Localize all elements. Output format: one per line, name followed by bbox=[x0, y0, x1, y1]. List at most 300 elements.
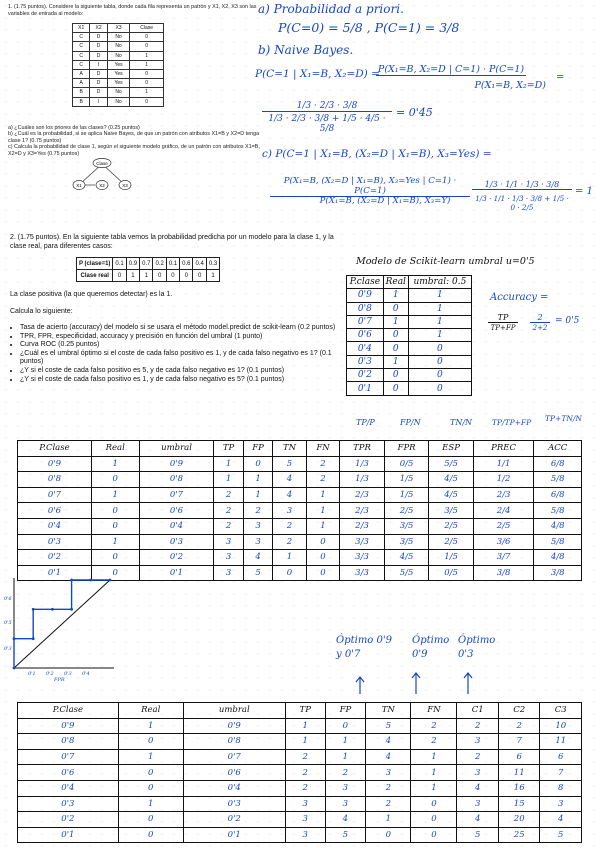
threshold-table-cell: 3 bbox=[243, 518, 273, 534]
threshold-table-cell: 2/3 bbox=[340, 487, 384, 503]
ratio-esp: TN/N bbox=[450, 418, 473, 427]
threshold-table-cell: 3/6 bbox=[473, 534, 534, 550]
ratio-tpr: TP/P bbox=[356, 418, 375, 427]
threshold-table-header-cell: TN bbox=[273, 441, 306, 457]
sorted-table-cell: 0'7 bbox=[347, 315, 384, 328]
q1-table-cell: Yes bbox=[107, 69, 129, 78]
cost-table-cell: 0 bbox=[411, 812, 457, 828]
sorted-table-header-cell: Real bbox=[383, 276, 408, 289]
roc-point bbox=[32, 637, 35, 640]
threshold-table-cell: 3/8 bbox=[473, 565, 534, 581]
cost-table-cell: 15 bbox=[498, 796, 539, 812]
threshold-table-cell: 0'1 bbox=[139, 565, 214, 581]
threshold-table-cell: 1/3 bbox=[340, 472, 384, 488]
threshold-table-cell: 0 bbox=[91, 518, 139, 534]
notes-b-num: P(X₁=B, X₂=D | C=1) · P(C=1) bbox=[377, 64, 525, 75]
threshold-table-header-cell: ACC bbox=[534, 441, 582, 457]
sorted-table-cell: 0'3 bbox=[347, 355, 384, 368]
ratio-prec: TP/TP+FP bbox=[492, 418, 532, 427]
threshold-table-cell: 3 bbox=[243, 534, 273, 550]
cost-table-header-cell: TP bbox=[285, 703, 325, 719]
cost-table-cell: 0'6 bbox=[183, 765, 285, 781]
cost-table-cell: 11 bbox=[540, 734, 582, 750]
threshold-table-cell: 0'6 bbox=[18, 503, 92, 519]
cost-table-cell: 3 bbox=[366, 765, 411, 781]
q1-part-c: c) Calcula la probabilidad de clase 1, según el siguiente modelo gráfico, de un patrón con atributos X1=B, X2=D y X3=Yes (0.75 puntos) bbox=[8, 144, 260, 157]
q1-table-cell: No bbox=[107, 97, 129, 106]
cost-table-cell: 4 bbox=[366, 734, 411, 750]
sorted-table bbox=[346, 275, 472, 396]
cost-table-cell: 0'1 bbox=[183, 827, 285, 843]
threshold-table-cell: 0/5 bbox=[429, 565, 473, 581]
notes-b-title: b) Naive Bayes. bbox=[258, 43, 354, 57]
ratio-acc: TP+TN/N bbox=[545, 414, 582, 423]
threshold-table-cell: 1 bbox=[306, 503, 340, 519]
cost-table-cell: 0'2 bbox=[183, 812, 285, 828]
sorted-table-cell: 0'6 bbox=[347, 329, 384, 342]
cost-table-cell: 0'8 bbox=[18, 734, 119, 750]
cost-table-row bbox=[18, 718, 582, 734]
cost-table-cell: 16 bbox=[498, 780, 539, 796]
threshold-table-cell: 0'7 bbox=[18, 487, 92, 503]
threshold-table-row bbox=[18, 534, 582, 550]
node-x3: X3 bbox=[122, 183, 128, 188]
cost-table-row bbox=[18, 812, 582, 828]
roc-xtick: 0'4 bbox=[82, 671, 90, 677]
cost-table-header-cell: C2 bbox=[498, 703, 539, 719]
cost-table-cell: 4 bbox=[457, 780, 498, 796]
threshold-table-cell: 0 bbox=[306, 534, 340, 550]
cost-table-cell: 0'9 bbox=[18, 718, 119, 734]
q1-table-cell: D bbox=[90, 79, 107, 88]
cost-table-cell: 20 bbox=[498, 812, 539, 828]
acc-eq-den: 2+2 bbox=[532, 324, 548, 332]
sorted-table-row bbox=[347, 302, 472, 315]
cost-table-cell: 2 bbox=[457, 718, 498, 734]
q1-table-cell: No bbox=[107, 88, 129, 97]
acc-frac-den: TP+FP bbox=[490, 324, 516, 332]
sorted-table-cell: 0'8 bbox=[347, 302, 384, 315]
threshold-table-cell: 3/7 bbox=[473, 550, 534, 566]
q2-item: • Tasa de acierto (accuracy) del modelo si se usara el método model.predict de scikit-learn (0.2 puntos) bbox=[20, 324, 350, 333]
q1-table-cell: 0 bbox=[130, 97, 164, 106]
sorted-table-cell: 0 bbox=[408, 382, 471, 395]
roc-xtick: 0'3 bbox=[64, 671, 72, 677]
cost-table-header-cell: TN bbox=[366, 703, 411, 719]
threshold-table-cell: 2 bbox=[214, 487, 243, 503]
sorted-table-cell: 0 bbox=[383, 382, 408, 395]
threshold-table-cell: 1 bbox=[91, 534, 139, 550]
threshold-table-cell: 0'9 bbox=[18, 456, 92, 472]
cost-table-cell: 0'7 bbox=[18, 749, 119, 765]
model-title: Modelo de Scikit-learn umbral u=0'5 bbox=[356, 256, 535, 267]
sorted-table-row bbox=[347, 369, 472, 382]
cost-table-cell: 3 bbox=[457, 765, 498, 781]
cost-table-cell: 4 bbox=[366, 749, 411, 765]
threshold-table-cell: 1/2 bbox=[473, 472, 534, 488]
cost-table-cell: 2 bbox=[285, 749, 325, 765]
roc-ytick: 0'3 bbox=[4, 646, 12, 652]
cost-table-cell: 3 bbox=[285, 796, 325, 812]
threshold-table-cell: 4 bbox=[243, 550, 273, 566]
threshold-table-cell: 2/5 bbox=[384, 503, 429, 519]
q1-table-header bbox=[73, 24, 164, 33]
cost-table-cell: 1 bbox=[411, 749, 457, 765]
cost-table-header-cell: umbral bbox=[183, 703, 285, 719]
threshold-table-cell: 2/5 bbox=[429, 534, 473, 550]
cost-table-cell: 5 bbox=[540, 827, 582, 843]
q1-table-cell: 0 bbox=[130, 33, 164, 42]
q1-table-header-cell: X1 bbox=[73, 24, 90, 33]
q2-intro: 2. (1.75 puntos). En la siguiente tabla vemos la probabilidad predicha por un modelo para la clase 1, y la clase real, para diferentes casos: bbox=[10, 234, 334, 250]
q2-item: • ¿Cuál es el umbral óptimo si el coste de cada falso positivo es 1, y de cada falso negativo es 1? (0.1 puntos) bbox=[20, 350, 350, 367]
cost-table-cell: 2 bbox=[411, 734, 457, 750]
threshold-table-cell: 6/8 bbox=[534, 456, 582, 472]
threshold-table-header-cell: FPR bbox=[384, 441, 429, 457]
cost-table-cell: 2 bbox=[366, 796, 411, 812]
node-clase: Clase bbox=[96, 161, 108, 166]
threshold-table-cell: 2/4 bbox=[473, 503, 534, 519]
sorted-table-cell: 0'4 bbox=[347, 342, 384, 355]
acc-frac-num: TP bbox=[488, 313, 518, 323]
notes-a-title: a) Probabilidad a priori. bbox=[258, 2, 404, 16]
cost-table-cell: 0 bbox=[118, 780, 183, 796]
threshold-table-cell: 0'8 bbox=[18, 472, 92, 488]
q2-items bbox=[10, 324, 350, 384]
sorted-table-row bbox=[347, 382, 472, 395]
sorted-table-cell: 1 bbox=[383, 289, 408, 302]
q1-table-header-cell: X2 bbox=[90, 24, 107, 33]
q2-item: • Curva ROC (0.25 puntos) bbox=[20, 341, 350, 350]
optimo-arrows bbox=[340, 668, 540, 698]
cost-table-cell: 0'9 bbox=[183, 718, 285, 734]
threshold-table-cell: 1 bbox=[306, 487, 340, 503]
q1-table-cell: B bbox=[73, 97, 90, 106]
q1-table-cell: A bbox=[73, 69, 90, 78]
threshold-table-row bbox=[18, 518, 582, 534]
q1-table-cell: C bbox=[73, 60, 90, 69]
cost-table-cell: 0'4 bbox=[183, 780, 285, 796]
cost-table-cell: 0 bbox=[366, 827, 411, 843]
accuracy-label: Accuracy = bbox=[490, 292, 549, 303]
cost-table-cell: 1 bbox=[118, 749, 183, 765]
threshold-table-header-cell: TPR bbox=[340, 441, 384, 457]
q1-table-cell: I bbox=[90, 97, 107, 106]
roc-point bbox=[32, 608, 35, 611]
threshold-table-cell: 4/8 bbox=[534, 518, 582, 534]
q1-table-cell: C bbox=[73, 42, 90, 51]
q1-table-row bbox=[73, 88, 164, 97]
q1-intro: 1. (1.75 puntos). Considere la siguiente tabla, donde cada fila representa un patrón y X1, X2, X3 son las variables de entrada al modelo: bbox=[8, 4, 257, 17]
graphical-model bbox=[62, 157, 142, 193]
notes-b-lhs: P(C=1 | X₁=B, X₂=D) = bbox=[255, 68, 380, 80]
sorted-table-cell: 1 bbox=[408, 315, 471, 328]
sorted-table-row bbox=[347, 289, 472, 302]
notes-b2-den: 1/3 · 2/3 · 3/8 + 1/5 · 4/5 · 5/8 bbox=[268, 114, 386, 134]
roc-point bbox=[70, 579, 73, 582]
roc-xtick: 0'1 bbox=[28, 671, 36, 677]
sorted-table-row bbox=[347, 315, 472, 328]
sorted-table-cell: 0 bbox=[408, 369, 471, 382]
cost-table-cell: 0'7 bbox=[183, 749, 285, 765]
cost-table-cell: 4 bbox=[325, 812, 366, 828]
threshold-table-cell: 2 bbox=[306, 456, 340, 472]
threshold-table-cell: 3/5 bbox=[384, 534, 429, 550]
cost-table-cell: 5 bbox=[325, 827, 366, 843]
cost-table-cell: 0 bbox=[118, 765, 183, 781]
threshold-table-cell: 1 bbox=[243, 472, 273, 488]
cost-table-header-cell: P.Clase bbox=[18, 703, 119, 719]
threshold-table-cell: 2 bbox=[214, 503, 243, 519]
threshold-table-cell: 1 bbox=[91, 487, 139, 503]
threshold-table-cell: 4/8 bbox=[534, 550, 582, 566]
q1-part-a: a) ¿Cuáles son los priores de las clases? (0.25 puntos) bbox=[8, 125, 140, 131]
cost-table-cell: 0 bbox=[118, 812, 183, 828]
cost-table-row bbox=[18, 796, 582, 812]
cost-table-cell: 0 bbox=[118, 734, 183, 750]
q1-table-header-cell: X3 bbox=[107, 24, 129, 33]
threshold-table-cell: 1/1 bbox=[473, 456, 534, 472]
threshold-table-cell: 4/5 bbox=[384, 550, 429, 566]
notes-c-eq: c) P(C=1 | X₁=B, (X₂=D | X₁=B), X₃=Yes) = bbox=[262, 148, 492, 160]
threshold-table-cell: 1 bbox=[273, 550, 306, 566]
notes-b-den: P(X₁=B, X₂=D) bbox=[474, 80, 546, 91]
sorted-table-header-cell: umbral: 0.5 bbox=[408, 276, 471, 289]
threshold-table-cell: 0 bbox=[91, 565, 139, 581]
threshold-table-cell: 3 bbox=[214, 550, 243, 566]
threshold-table-cell: 0'3 bbox=[18, 534, 92, 550]
cost-table-cell: 0'8 bbox=[183, 734, 285, 750]
threshold-table-cell: 1 bbox=[91, 456, 139, 472]
threshold-table-cell: 3/3 bbox=[340, 534, 384, 550]
q2-row1-label: P (clase=1) bbox=[77, 258, 113, 270]
cost-table-cell: 8 bbox=[540, 780, 582, 796]
acc-res: = 0'5 bbox=[555, 316, 580, 326]
threshold-table-cell: 3/3 bbox=[340, 565, 384, 581]
threshold-table-cell: 2/3 bbox=[340, 518, 384, 534]
cost-table-cell: 11 bbox=[498, 765, 539, 781]
optimo-1: Óptimo 0'9 y 0'7 bbox=[336, 635, 392, 660]
cost-table-cell: 3 bbox=[457, 734, 498, 750]
sorted-table-cell: 0'1 bbox=[347, 382, 384, 395]
q2-row2-label: Clase real bbox=[77, 270, 113, 282]
q1-table-row bbox=[73, 60, 164, 69]
threshold-table-cell: 0 bbox=[306, 550, 340, 566]
sorted-table-row bbox=[347, 355, 472, 368]
q1-part-b: b) ¿Cuál es la probabilidad, si se aplica Naive Bayes, de que un patrón con atributos X1=B y X2=D tenga clase 1? (0.75 puntos) bbox=[8, 131, 260, 144]
roc-ytick: 0'5 bbox=[4, 620, 12, 626]
threshold-table-header-cell: PREC bbox=[473, 441, 534, 457]
threshold-table-cell: 2 bbox=[273, 534, 306, 550]
q1-table-header-cell: Clase bbox=[130, 24, 164, 33]
cost-table-cell: 2 bbox=[285, 780, 325, 796]
notes-a-eq: P(C=0) = 5/8 , P(C=1) = 3/8 bbox=[278, 20, 460, 35]
threshold-table-cell: 5/8 bbox=[534, 503, 582, 519]
sorted-table-cell: 0 bbox=[408, 355, 471, 368]
threshold-table-cell: 0'6 bbox=[139, 503, 214, 519]
notes-c-den: P(X₁=B, (X₂=D | X₁=B), X₃=Y) bbox=[319, 196, 451, 206]
roc-point bbox=[13, 667, 16, 670]
threshold-table-row bbox=[18, 472, 582, 488]
node-x2: X2 bbox=[99, 183, 105, 188]
q2-item: • ¿Y si el coste de cada falso positivo es 1, y de cada falso negativo es 5? (0.1 puntos) bbox=[20, 376, 350, 385]
sorted-table-cell: 1 bbox=[383, 355, 408, 368]
threshold-table-cell: 2/5 bbox=[473, 518, 534, 534]
q1-table-cell: I bbox=[90, 60, 107, 69]
cost-table-cell: 2 bbox=[366, 780, 411, 796]
threshold-table-cell: 3/8 bbox=[534, 565, 582, 581]
threshold-table-cell: 0 bbox=[91, 550, 139, 566]
threshold-table-cell: 1/5 bbox=[384, 472, 429, 488]
cost-table-cell: 0 bbox=[325, 718, 366, 734]
roc-xlabel: FPR bbox=[54, 677, 65, 682]
threshold-table-cell: 2 bbox=[273, 518, 306, 534]
threshold-table-cell: 0'1 bbox=[18, 565, 92, 581]
cost-table-cell: 3 bbox=[285, 827, 325, 843]
acc-eq-num: 2 bbox=[530, 313, 550, 323]
cost-table-cell: 1 bbox=[411, 765, 457, 781]
notes-b2-num: 1/3 · 2/3 · 3/8 bbox=[262, 101, 392, 112]
cost-table-cell: 7 bbox=[498, 734, 539, 750]
sorted-table-cell: 0 bbox=[383, 302, 408, 315]
threshold-table-cell: 0'2 bbox=[139, 550, 214, 566]
q1-table-cell: Yes bbox=[107, 60, 129, 69]
q1-table-cell: 1 bbox=[130, 51, 164, 60]
cost-table-row bbox=[18, 827, 582, 843]
cost-table-cell: 5 bbox=[366, 718, 411, 734]
cost-table-cell: 1 bbox=[325, 734, 366, 750]
q1-table-cell: No bbox=[107, 42, 129, 51]
roc-point bbox=[13, 637, 16, 640]
threshold-table-header-cell: ESP bbox=[429, 441, 473, 457]
threshold-table-cell: 2/5 bbox=[429, 518, 473, 534]
threshold-table-cell: 3 bbox=[273, 503, 306, 519]
q1-table-cell: D bbox=[90, 42, 107, 51]
threshold-table-row bbox=[18, 456, 582, 472]
optimo-2: Óptimo 0'9 bbox=[412, 635, 450, 660]
q1-table-cell: No bbox=[107, 33, 129, 42]
threshold-table-cell: 5/5 bbox=[384, 565, 429, 581]
threshold-table-cell: 3/3 bbox=[340, 550, 384, 566]
q1-table-cell: Yes bbox=[107, 79, 129, 88]
cost-table-cell: 1 bbox=[285, 718, 325, 734]
roc-ytick: 0'6 bbox=[4, 596, 12, 602]
q2-table: P (clase=1) 0.1 0.9 0.7 0.2 0.1 0.6 0.4 0.3 Clase real 0 1 1 0 0 0 0 1 bbox=[76, 257, 220, 282]
cost-table-cell: 2 bbox=[457, 749, 498, 765]
q1-table-row bbox=[73, 42, 164, 51]
cost-table-cell: 7 bbox=[540, 765, 582, 781]
cost-table-cell: 0 bbox=[411, 827, 457, 843]
sorted-table-cell: 0'9 bbox=[347, 289, 384, 302]
cost-table-cell: 0 bbox=[411, 796, 457, 812]
cost-table-cell: 0'4 bbox=[18, 780, 119, 796]
threshold-table-cell: 6/8 bbox=[534, 487, 582, 503]
q1-table-cell: D bbox=[90, 33, 107, 42]
cost-table-cell: 0'3 bbox=[18, 796, 119, 812]
threshold-table-cell: 2/3 bbox=[340, 503, 384, 519]
cost-table-header-cell: C1 bbox=[457, 703, 498, 719]
threshold-table-cell: 5/5 bbox=[429, 456, 473, 472]
threshold-table-cell: 5/8 bbox=[534, 534, 582, 550]
threshold-table-header-cell: Real bbox=[91, 441, 139, 457]
cost-table-cell: 1 bbox=[411, 780, 457, 796]
cost-table-cell: 0'2 bbox=[18, 812, 119, 828]
q2-positive: La clase positiva (la que queremos detectar) es la 1. bbox=[10, 291, 173, 298]
threshold-table-cell: 5 bbox=[243, 565, 273, 581]
sorted-table-row bbox=[347, 342, 472, 355]
roc-point bbox=[89, 579, 92, 582]
threshold-table-cell: 1 bbox=[214, 456, 243, 472]
q1-table-cell: D bbox=[90, 51, 107, 60]
q1-table-cell: D bbox=[90, 69, 107, 78]
threshold-table-cell: 4/5 bbox=[429, 472, 473, 488]
cost-table-cell: 2 bbox=[325, 765, 366, 781]
sorted-table-row bbox=[347, 329, 472, 342]
threshold-table-header-cell: umbral bbox=[139, 441, 214, 457]
sorted-table-cell: 1 bbox=[408, 289, 471, 302]
cost-table-cell: 1 bbox=[118, 796, 183, 812]
q1-table-row bbox=[73, 33, 164, 42]
cost-table-cell: 1 bbox=[118, 718, 183, 734]
q1-table-cell: 0 bbox=[130, 79, 164, 88]
q1-table-cell: C bbox=[73, 51, 90, 60]
sorted-table-cell: 0 bbox=[383, 369, 408, 382]
cost-table-row bbox=[18, 734, 582, 750]
cost-table-cell: 1 bbox=[325, 749, 366, 765]
sorted-table-cell: 0 bbox=[383, 329, 408, 342]
cost-table-cell: 0'3 bbox=[183, 796, 285, 812]
cost-table-cell: 10 bbox=[540, 718, 582, 734]
threshold-table-cell: 4 bbox=[273, 472, 306, 488]
cost-table-header-cell: FP bbox=[325, 703, 366, 719]
threshold-table-header-cell: TP bbox=[214, 441, 243, 457]
cost-table-cell: 2 bbox=[498, 718, 539, 734]
threshold-table-cell: 1/3 bbox=[340, 456, 384, 472]
sorted-table-header bbox=[347, 276, 472, 289]
q1-table-cell: 1 bbox=[130, 60, 164, 69]
threshold-table-cell: 1 bbox=[306, 518, 340, 534]
threshold-table-cell: 0'4 bbox=[139, 518, 214, 534]
roc-point bbox=[70, 608, 73, 611]
cost-table-cell: 2 bbox=[285, 765, 325, 781]
cost-table-cell: 25 bbox=[498, 827, 539, 843]
cost-table-cell: 3 bbox=[325, 780, 366, 796]
threshold-table-cell: 1/5 bbox=[384, 487, 429, 503]
q1-table-cell: No bbox=[107, 51, 129, 60]
q1-table-cell: 0 bbox=[130, 42, 164, 51]
q1-table-row bbox=[73, 51, 164, 60]
cost-table-cell: 5 bbox=[457, 827, 498, 843]
threshold-table-header-cell: P.Clase bbox=[18, 441, 92, 457]
threshold-table-row bbox=[18, 550, 582, 566]
threshold-table-cell: 5 bbox=[273, 456, 306, 472]
threshold-table-cell: 5/8 bbox=[534, 472, 582, 488]
threshold-table-cell: 0'7 bbox=[139, 487, 214, 503]
q1-table-cell: 0 bbox=[130, 69, 164, 78]
cost-table-cell: 0'1 bbox=[18, 827, 119, 843]
threshold-table-cell: 0'3 bbox=[139, 534, 214, 550]
sorted-table-cell: 0'2 bbox=[347, 369, 384, 382]
cost-table-header bbox=[18, 703, 582, 719]
threshold-table-cell: 0 bbox=[91, 503, 139, 519]
cost-table-row bbox=[18, 765, 582, 781]
threshold-table-cell: 2 bbox=[243, 503, 273, 519]
sorted-table-cell: 0 bbox=[383, 342, 408, 355]
node-x1: X1 bbox=[76, 183, 82, 188]
q1-table-row bbox=[73, 69, 164, 78]
threshold-table-cell: 1 bbox=[243, 487, 273, 503]
threshold-table-header bbox=[18, 441, 582, 457]
